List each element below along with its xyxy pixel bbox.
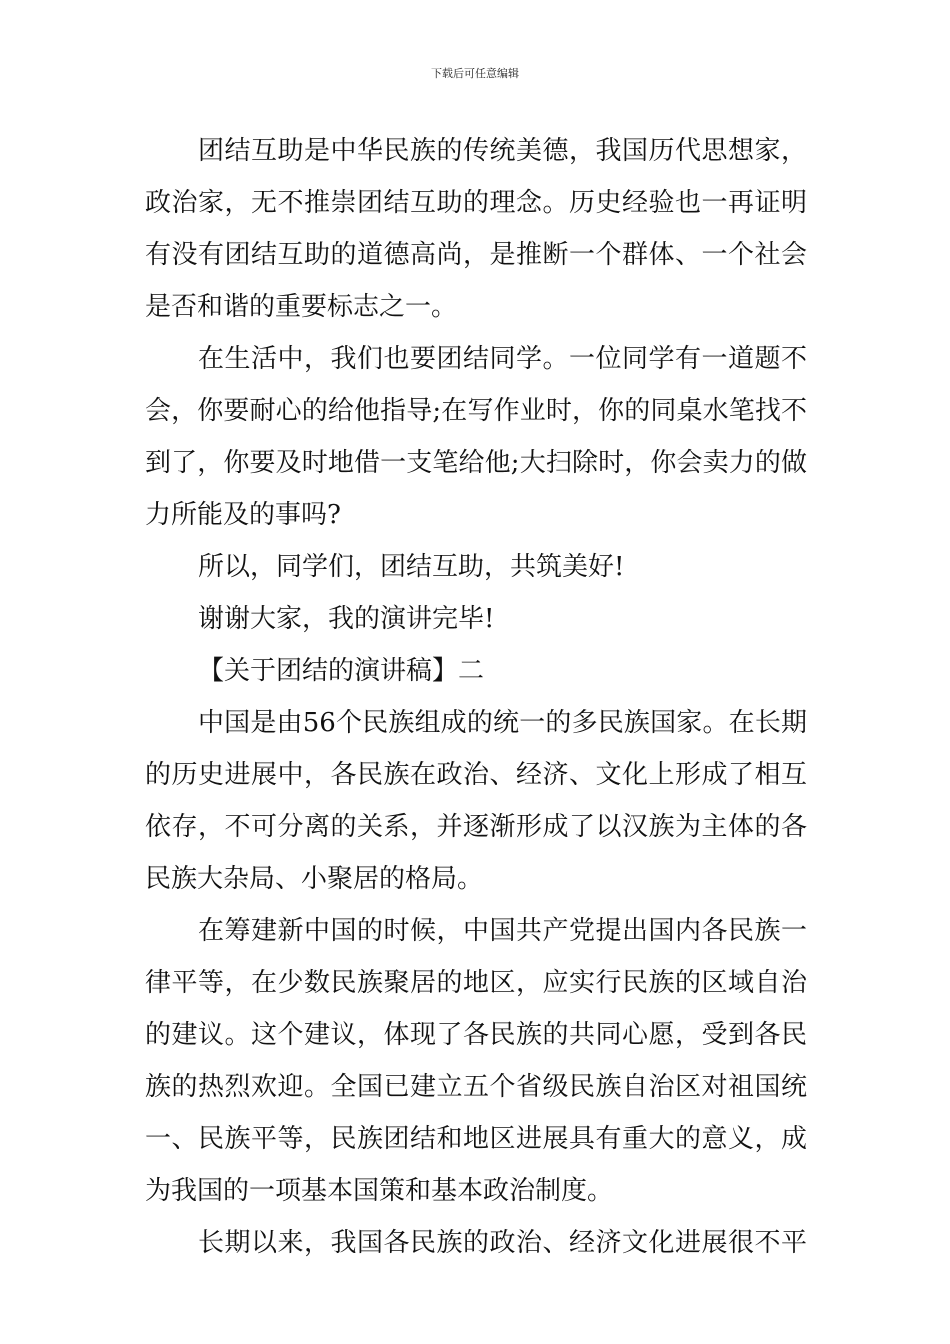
text-line: 力所能及的事吗? [145,500,341,530]
text-line: 有没有团结互助的道德高尚，是推断一个群体、一个社会 [145,240,807,270]
paragraph [145,905,807,1217]
text-line: 为我国的一项基本国策和基本政治制度。 [145,1176,614,1206]
section-heading [145,645,807,697]
text-line: 会，你要耐心的给他指导;在写作业时，你的同桌水笔找不 [145,396,807,426]
text-line: 族的热烈欢迎。全国已建立五个省级民族自治区对祖国统 [145,1072,807,1102]
paragraph [145,593,807,645]
text-line: 律平等，在少数民族聚居的地区，应实行民族的区域自治 [145,968,807,998]
text-line: 是否和谐的重要标志之一。 [145,292,458,322]
heading-line: 【关于团结的演讲稿】二 [198,656,485,686]
text-line: 在生活中，我们也要团结同学。一位同学有一道题不 [198,344,807,374]
text-line: 的历史进展中，各民族在政治、经济、文化上形成了相互 [145,760,807,790]
text-line: 到了，你要及时地借一支笔给他;大扫除时，你会卖力的做 [145,448,807,478]
page-header [0,66,950,82]
text-line: 依存，不可分离的关系，并逐渐形成了以汉族为主体的各 [145,812,807,842]
text-line: 政治家，无不推崇团结互助的理念。历史经验也一再证明 [145,188,807,218]
text-line: 谢谢大家，我的演讲完毕! [198,604,495,634]
paragraph [145,1217,807,1269]
header-text: 下载后可任意编辑 [431,67,519,80]
text-line: 在筹建新中国的时候，中国共产党提出国内各民族一 [198,916,807,946]
text-line: 民族大杂局、小聚居的格局。 [145,864,484,894]
paragraph [145,125,807,333]
text-line: 团结互助是中华民族的传统美德，我国历代思想家， [198,136,807,166]
paragraph [145,541,807,593]
paragraph [145,697,807,905]
text-line: 一、民族平等，民族团结和地区进展具有重大的意义，成 [145,1124,807,1154]
paragraph [145,333,807,541]
text-line: 中国是由56个民族组成的统一的多民族国家。在长期 [198,708,807,738]
text-line: 长期以来，我国各民族的政治、经济文化进展很不平 [198,1228,807,1258]
text-line: 的建议。这个建议，体现了各民族的共同心愿，受到各民 [145,1020,807,1050]
text-line: 所以，同学们，团结互助，共筑美好! [198,552,625,582]
document-body [145,125,807,1269]
